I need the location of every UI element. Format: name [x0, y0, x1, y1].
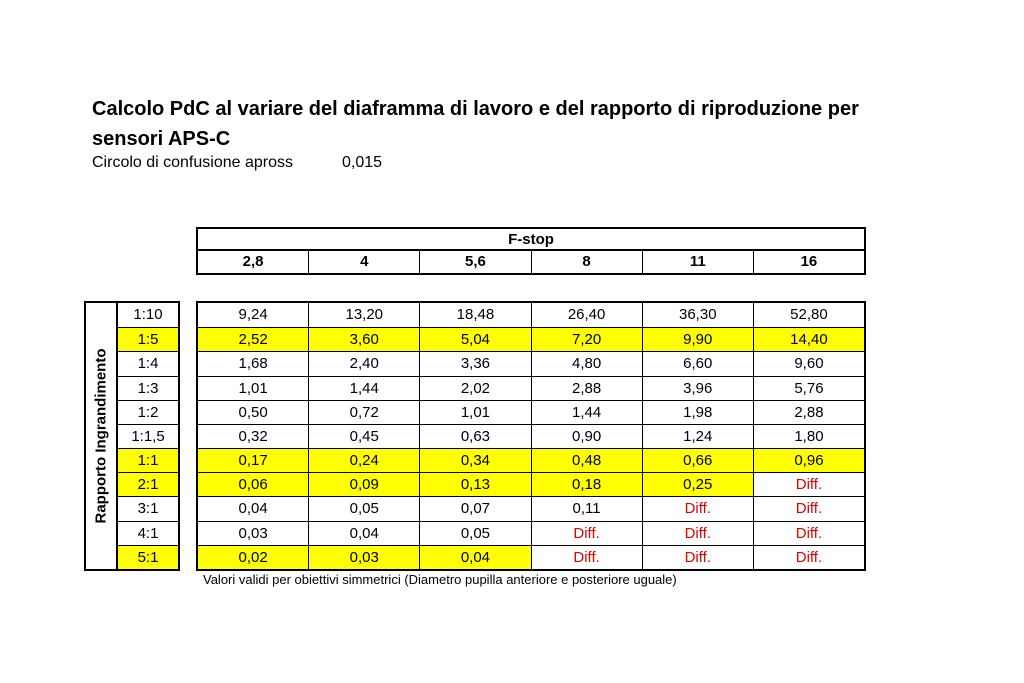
diff-cell: Diff.: [642, 522, 753, 545]
row-axis-label: Rapporto Ingrandimento: [92, 348, 110, 524]
dof-value-cell: 0,04: [238, 500, 268, 518]
dof-value-cell: 0,18: [531, 473, 642, 496]
diff-cell: Diff.: [531, 522, 642, 545]
dof-value-cell: 5,04: [419, 328, 530, 351]
table-row: [198, 376, 864, 400]
row-label: 1:10: [133, 306, 163, 323]
dof-value-cell: 0,05: [308, 497, 419, 520]
row-label: 2:1: [118, 472, 178, 496]
fstop-column-header: 8: [531, 251, 642, 273]
dof-value-cell: 7,20: [531, 328, 642, 351]
dof-value-cell: 0,34: [419, 449, 530, 472]
dof-value-cell: 1,80: [753, 425, 864, 448]
row-label: 1:1: [118, 448, 178, 472]
dof-value-cell: 0,66: [642, 449, 753, 472]
dof-value-cell: 13,20: [308, 303, 419, 327]
dof-value-cell: 0,90: [531, 425, 642, 448]
dof-value-cell: 0,50: [238, 403, 268, 421]
table-row: [198, 424, 864, 448]
row-axis: [86, 303, 118, 569]
diff-cell: Diff.: [531, 546, 642, 569]
dof-value-cell: 1,01: [419, 401, 530, 424]
fstop-column-header: 2,8: [242, 253, 264, 270]
dof-value-cell: 14,40: [753, 328, 864, 351]
dof-value-cell: 0,32: [238, 427, 268, 445]
dof-value-cell: 0,06: [238, 476, 268, 494]
row-labels: [118, 303, 178, 569]
dof-value-cell: 1,44: [308, 377, 419, 400]
dof-value-cell: 0,04: [308, 522, 419, 545]
dof-value-cell: 1,01: [238, 379, 268, 397]
dof-value-cell: 3,36: [419, 352, 530, 375]
dof-value-cell: 26,40: [531, 303, 642, 327]
dof-table: [196, 301, 866, 571]
fstop-column-header: 11: [642, 251, 753, 273]
fstop-columns: [198, 251, 864, 273]
table-row: [198, 400, 864, 424]
dof-value-cell: 0,25: [642, 473, 753, 496]
fstop-column-header: 5,6: [419, 251, 530, 273]
coc-value: 0,015: [342, 154, 383, 171]
dof-value-cell: 2,88: [531, 377, 642, 400]
page-title: Calcolo PdC al variare del diaframma di lavoro e del rapporto di riproduzione per sensori APS-C: [92, 98, 859, 150]
dof-value-cell: 0,17: [238, 452, 268, 470]
dof-value-cell: 9,90: [642, 328, 753, 351]
table-row: [198, 496, 864, 520]
row-label: 1:1,5: [118, 424, 178, 448]
dof-value-cell: 2,88: [753, 401, 864, 424]
dof-value-cell: 0,45: [308, 425, 419, 448]
table-row: [198, 327, 864, 351]
dof-value-cell: 0,24: [308, 449, 419, 472]
dof-value-cell: 0,48: [531, 449, 642, 472]
coc-label: Circolo di confusione apross: [92, 154, 293, 171]
dof-value-cell: 18,48: [419, 303, 530, 327]
table-row: [198, 351, 864, 375]
row-label: 1:3: [118, 376, 178, 400]
row-label: 4:1: [118, 521, 178, 545]
row-label: 1:4: [118, 351, 178, 375]
dof-value-cell: 2,52: [238, 331, 268, 349]
diff-cell: Diff.: [642, 497, 753, 520]
fstop-header: [196, 227, 866, 275]
table-row: [198, 472, 864, 496]
dof-value-cell: 1,68: [238, 355, 268, 373]
row-label: 1:2: [118, 400, 178, 424]
dof-value-cell: 0,03: [308, 546, 419, 569]
dof-value-cell: 1,98: [642, 401, 753, 424]
diff-cell: Diff.: [753, 473, 864, 496]
dof-value-cell: 0,05: [419, 522, 530, 545]
diff-cell: Diff.: [753, 522, 864, 545]
dof-value-cell: 0,07: [419, 497, 530, 520]
table-row: [198, 545, 864, 569]
dof-value-cell: 4,80: [531, 352, 642, 375]
dof-value-cell: 2,40: [308, 352, 419, 375]
dof-value-cell: 0,63: [419, 425, 530, 448]
diff-cell: Diff.: [753, 546, 864, 569]
dof-value-cell: 5,76: [753, 377, 864, 400]
dof-value-cell: 3,96: [642, 377, 753, 400]
dof-value-cell: 0,03: [238, 524, 268, 542]
dof-value-cell: 1,44: [531, 401, 642, 424]
diff-cell: Diff.: [642, 546, 753, 569]
dof-value-cell: 6,60: [642, 352, 753, 375]
row-label: 5:1: [118, 545, 178, 569]
row-label: 3:1: [118, 496, 178, 520]
dof-value-cell: 9,24: [238, 306, 268, 323]
dof-value-cell: 1,24: [642, 425, 753, 448]
magnification-rows: [84, 301, 180, 571]
diff-cell: Diff.: [753, 497, 864, 520]
dof-value-cell: 52,80: [753, 303, 864, 327]
fstop-title: F-stop: [198, 229, 864, 251]
dof-value-cell: 0,02: [238, 548, 268, 566]
table-row: [198, 448, 864, 472]
dof-value-cell: 0,09: [308, 473, 419, 496]
fstop-column-header: 16: [753, 251, 864, 273]
dof-value-cell: 0,04: [419, 546, 530, 569]
dof-value-cell: 0,11: [531, 497, 642, 520]
row-label: 1:5: [118, 327, 178, 351]
dof-value-cell: 2,02: [419, 377, 530, 400]
dof-value-cell: 3,60: [308, 328, 419, 351]
footnote: Valori validi per obiettivi simmetrici (Diametro pupilla anteriore e posteriore uguale): [203, 572, 677, 587]
dof-value-cell: 0,13: [419, 473, 530, 496]
dof-value-cell: 36,30: [642, 303, 753, 327]
fstop-column-header: 4: [308, 251, 419, 273]
table-row: [198, 521, 864, 545]
dof-value-cell: 9,60: [753, 352, 864, 375]
table-row: [198, 303, 864, 327]
dof-value-cell: 0,72: [308, 401, 419, 424]
dof-value-cell: 0,96: [753, 449, 864, 472]
